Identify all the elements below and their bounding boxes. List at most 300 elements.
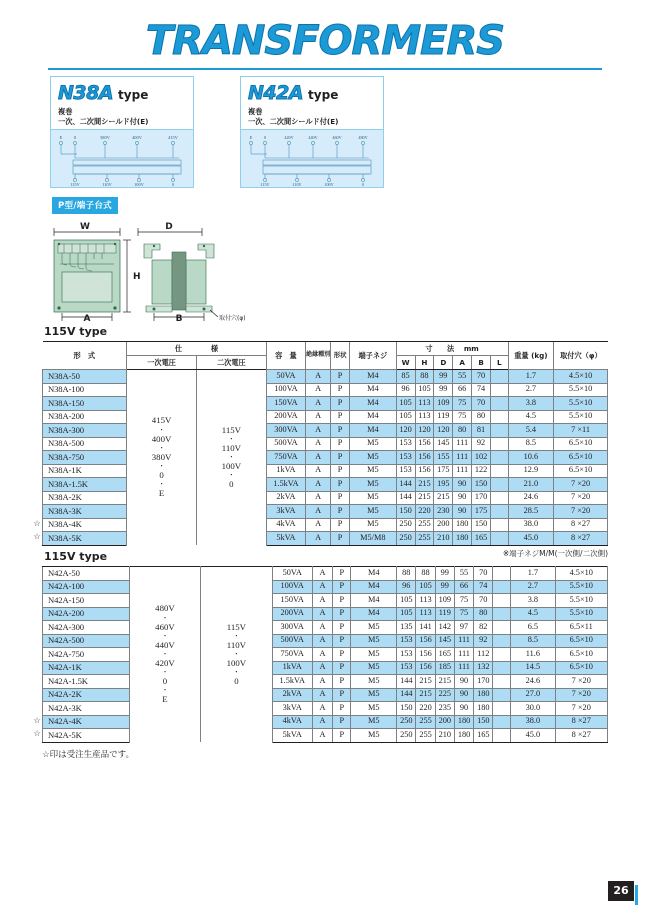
th-capacity: 容 量: [266, 342, 305, 370]
type-box-n42a: [240, 76, 384, 188]
cell-dim-a: 75: [454, 607, 473, 621]
model-name: N42A-300: [48, 621, 84, 632]
cell-dim-a: 66: [453, 383, 472, 397]
cell-dim-l: [493, 621, 511, 635]
cell-dim-h: 113: [416, 607, 435, 621]
cell-shape: P: [331, 532, 350, 546]
cell-weight: 12.9: [508, 464, 554, 478]
cell-model: [43, 580, 130, 594]
cell-dim-l: [491, 424, 509, 438]
cell-shape: P: [333, 580, 351, 594]
cell-insulation: A: [312, 594, 332, 608]
model-name: N38A-3K: [48, 505, 82, 516]
cell-weight: 14.5: [511, 661, 555, 675]
cell-dim-l: [493, 607, 511, 621]
model-name: N42A-1K: [48, 662, 82, 673]
made-to-order-star-icon: ☆: [33, 532, 41, 541]
svg-text:110V: 110V: [102, 182, 112, 187]
cell-dim-d: 119: [434, 410, 453, 424]
cell-dim-d: 200: [434, 518, 453, 532]
cell-mount-hole: 6.5×10: [555, 661, 607, 675]
svg-text:480V: 480V: [358, 135, 368, 140]
cell-dim-w: 150: [397, 702, 416, 716]
svg-text:B: B: [175, 314, 183, 323]
type-sub-shield: 一次、二次間シールド付(E): [58, 117, 149, 126]
cell-terminal-screw: M5: [350, 437, 397, 451]
type-word-label: type: [308, 88, 339, 102]
cell-dim-w: 105: [396, 410, 415, 424]
table-row: [43, 634, 608, 648]
cell-mount-hole: 6.5×11: [555, 621, 607, 635]
cell-dim-d: 109: [435, 594, 454, 608]
cell-shape: P: [331, 424, 350, 438]
th-weight: 重量 (kg): [508, 342, 554, 370]
cell-model: [43, 451, 127, 465]
cell-dim-a: 180: [454, 729, 473, 743]
model-name: N38A-300: [48, 424, 84, 435]
cell-primary-voltage: 480V ・ 460V ・ 440V ・ 420V ・ 0 ・ E: [129, 567, 200, 743]
svg-text:110V: 110V: [292, 182, 302, 187]
cell-dim-l: [491, 532, 509, 546]
cell-dim-w: 105: [396, 397, 415, 411]
svg-text:W: W: [80, 222, 90, 232]
svg-text:380V: 380V: [100, 135, 110, 140]
cell-terminal-screw: M5: [351, 702, 397, 716]
cell-dim-h: 156: [415, 451, 434, 465]
cell-dim-d: 99: [434, 370, 453, 384]
table-row: [43, 675, 608, 689]
drawing-type-badge: P型/端子台式: [52, 197, 118, 214]
svg-text:400V: 400V: [132, 135, 142, 140]
cell-model: [43, 397, 127, 411]
cell-dim-a: 180: [453, 518, 472, 532]
cell-dim-b: 180: [474, 702, 493, 716]
cell-dim-h: 105: [415, 383, 434, 397]
cell-weight: 28.5: [508, 505, 554, 519]
cell-mount-hole: 8 ×27: [554, 532, 608, 546]
cell-mount-hole: 8 ×27: [554, 518, 608, 532]
model-name: N42A-1.5K: [48, 675, 88, 686]
cell-dim-l: [491, 491, 509, 505]
cell-capacity: 50VA: [272, 567, 312, 581]
th-dim-d: D: [434, 356, 453, 370]
cell-capacity: 2kVA: [272, 688, 312, 702]
cell-insulation: A: [306, 518, 331, 532]
cell-dim-d: 99: [434, 383, 453, 397]
cell-dim-w: 120: [396, 424, 415, 438]
cell-dim-w: 105: [397, 594, 416, 608]
th-model: 形 式: [43, 342, 127, 370]
svg-text:E: E: [249, 135, 253, 140]
cell-terminal-screw: M5: [351, 648, 397, 662]
table-row: [43, 580, 608, 594]
cell-shape: P: [333, 594, 351, 608]
svg-text:100V: 100V: [324, 182, 334, 187]
cell-model: [43, 383, 127, 397]
cell-dim-w: 153: [397, 634, 416, 648]
svg-text:100V: 100V: [134, 182, 144, 187]
section-caption: 115V type: [44, 550, 108, 563]
svg-text:420V: 420V: [284, 135, 294, 140]
cell-shape: P: [333, 661, 351, 675]
cell-dim-h: 215: [416, 675, 435, 689]
cell-terminal-screw: M5: [350, 478, 397, 492]
cell-terminal-screw: M5: [351, 675, 397, 689]
cell-dim-b: 92: [474, 634, 493, 648]
th-shape: 形状: [331, 342, 350, 370]
cell-dim-l: [491, 397, 509, 411]
cell-dim-a: 75: [454, 594, 473, 608]
cell-shape: P: [331, 464, 350, 478]
cell-capacity: 500VA: [272, 634, 312, 648]
cell-insulation: A: [306, 397, 331, 411]
cell-dim-d: 230: [434, 505, 453, 519]
cell-terminal-screw: M5: [350, 491, 397, 505]
title-divider: [48, 68, 602, 70]
cell-dim-w: 150: [396, 505, 415, 519]
cell-dim-l: [491, 410, 509, 424]
cell-shape: P: [331, 491, 350, 505]
cell-mount-hole: 5.5×10: [555, 594, 607, 608]
cell-mount-hole: 7 ×20: [554, 505, 608, 519]
table-row: [43, 715, 608, 729]
cell-weight: 8.5: [508, 437, 554, 451]
cell-capacity: 150VA: [272, 594, 312, 608]
th-dim-w: W: [396, 356, 415, 370]
cell-mount-hole: 6.5×10: [554, 437, 608, 451]
cell-dim-a: 111: [454, 661, 473, 675]
cell-dim-l: [493, 634, 511, 648]
cell-terminal-screw: M4: [350, 383, 397, 397]
cell-dim-d: 175: [434, 464, 453, 478]
cell-model: [43, 424, 127, 438]
cell-dim-a: 97: [454, 621, 473, 635]
cell-dim-l: [493, 688, 511, 702]
cell-shape: P: [333, 567, 351, 581]
svg-text:115V: 115V: [260, 182, 270, 187]
cell-dim-a: 80: [453, 424, 472, 438]
cell-dim-b: 80: [474, 607, 493, 621]
cell-dim-w: 135: [397, 621, 416, 635]
cell-weight: 2.7: [508, 383, 554, 397]
model-name: N38A-5K: [48, 532, 82, 543]
cell-dim-d: 119: [435, 607, 454, 621]
cell-insulation: A: [306, 478, 331, 492]
model-name: N42A-3K: [48, 702, 82, 713]
svg-text:415V: 415V: [168, 135, 178, 140]
th-dim-b: B: [472, 356, 491, 370]
cell-capacity: 200VA: [266, 410, 305, 424]
cell-dim-h: 220: [416, 702, 435, 716]
cell-insulation: A: [306, 383, 331, 397]
model-name: N42A-2K: [48, 689, 82, 700]
cell-dim-b: 165: [474, 729, 493, 743]
cell-insulation: A: [306, 532, 331, 546]
model-name: N38A-50: [48, 370, 80, 381]
made-to-order-star-icon: ☆: [33, 518, 41, 528]
cell-terminal-screw: M5: [351, 715, 397, 729]
svg-text:0: 0: [263, 135, 267, 140]
cell-model: [43, 607, 130, 621]
cell-insulation: A: [306, 491, 331, 505]
table-header: [43, 342, 608, 370]
cell-weight: 11.6: [511, 648, 555, 662]
cell-dim-w: 96: [397, 580, 416, 594]
cell-terminal-screw: M5: [351, 621, 397, 635]
cell-dim-b: 70: [474, 594, 493, 608]
cell-shape: P: [331, 410, 350, 424]
cell-dim-d: 185: [435, 661, 454, 675]
cell-dim-b: 175: [472, 505, 491, 519]
cell-dim-w: 105: [397, 607, 416, 621]
cell-dim-h: 88: [416, 567, 435, 581]
cell-insulation: A: [306, 410, 331, 424]
cell-dim-l: [491, 518, 509, 532]
cell-secondary-voltage: 115V ・ 110V ・ 100V ・ 0: [201, 567, 272, 743]
model-name: N42A-750: [48, 648, 84, 659]
model-name: N42A-5K: [48, 729, 82, 740]
type-box-header: [51, 77, 193, 126]
cell-insulation: A: [312, 715, 332, 729]
cell-dim-a: 75: [453, 397, 472, 411]
cell-dim-a: 180: [453, 532, 472, 546]
cell-dim-w: 144: [396, 478, 415, 492]
cell-dim-h: 255: [416, 729, 435, 743]
cell-mount-hole: 7 ×20: [555, 702, 607, 716]
type-box-n38a: [50, 76, 194, 188]
cell-model: [33, 518, 127, 532]
cell-shape: P: [331, 437, 350, 451]
cell-weight: 3.8: [508, 397, 554, 411]
cell-dim-b: 82: [474, 621, 493, 635]
cell-dim-d: 210: [435, 729, 454, 743]
cell-dim-w: 250: [396, 532, 415, 546]
cell-shape: P: [333, 729, 351, 743]
cell-dim-b: 170: [472, 491, 491, 505]
cell-model: [43, 661, 130, 675]
cell-dim-d: 145: [435, 634, 454, 648]
cell-dim-b: 132: [474, 661, 493, 675]
cell-insulation: A: [312, 702, 332, 716]
cell-model: [43, 634, 130, 648]
cell-model: [43, 370, 127, 384]
cell-dim-d: 215: [435, 675, 454, 689]
cell-dim-b: 112: [474, 648, 493, 662]
cell-mount-hole: 6.5×10: [555, 634, 607, 648]
cell-dim-a: 180: [454, 715, 473, 729]
cell-model: [43, 688, 130, 702]
cell-insulation: A: [312, 675, 332, 689]
cell-dim-l: [493, 675, 511, 689]
cell-shape: P: [331, 518, 350, 532]
cell-dim-w: 153: [397, 661, 416, 675]
model-name: N42A-150: [48, 594, 84, 605]
cell-terminal-screw: M5: [350, 505, 397, 519]
cell-dim-h: 113: [416, 594, 435, 608]
cell-primary-voltage: 415V ・ 400V ・ 380V ・ 0 ・ E: [127, 370, 197, 546]
cell-dim-b: 74: [474, 580, 493, 594]
cell-weight: 38.0: [511, 715, 555, 729]
cell-dim-h: 255: [416, 715, 435, 729]
cell-dim-d: 109: [434, 397, 453, 411]
cell-model: [43, 675, 130, 689]
cell-shape: P: [331, 397, 350, 411]
svg-text:取付穴(φ): 取付穴(φ): [219, 315, 246, 322]
cell-shape: P: [331, 505, 350, 519]
svg-text:H: H: [133, 272, 141, 282]
cell-dim-l: [491, 478, 509, 492]
cell-capacity: 1.5kVA: [266, 478, 305, 492]
cell-dim-h: 255: [415, 532, 434, 546]
model-name: N42A-500: [48, 635, 84, 646]
cell-dim-l: [491, 505, 509, 519]
cell-dim-h: 255: [415, 518, 434, 532]
cell-dim-b: 150: [472, 478, 491, 492]
cell-dim-h: 156: [416, 634, 435, 648]
cell-dim-l: [491, 464, 509, 478]
cell-dim-h: 156: [416, 648, 435, 662]
table-body-n42a: [33, 567, 608, 743]
cell-dim-a: 111: [454, 648, 473, 662]
svg-text:0: 0: [73, 135, 77, 140]
model-name: N38A-2K: [48, 492, 82, 503]
cell-capacity: 1.5kVA: [272, 675, 312, 689]
cell-dim-h: 215: [415, 491, 434, 505]
cell-dim-a: 90: [453, 505, 472, 519]
cell-insulation: A: [312, 607, 332, 621]
table-row: [43, 688, 608, 702]
table-row: [43, 370, 608, 384]
table-row: [43, 702, 608, 716]
cell-dim-b: 102: [472, 451, 491, 465]
cell-insulation: A: [306, 505, 331, 519]
cell-dim-w: 250: [396, 518, 415, 532]
model-name: N42A-4K: [48, 716, 82, 727]
svg-text:460V: 460V: [332, 135, 342, 140]
model-name: N42A-100: [48, 581, 84, 592]
th-dim-l: L: [491, 356, 509, 370]
model-name: N38A-150: [48, 397, 84, 408]
type-sub-shield: 一次、二次間シールド付(E): [248, 117, 339, 126]
cell-dim-h: 215: [415, 478, 434, 492]
cell-dim-l: [491, 437, 509, 451]
cell-model: [43, 567, 130, 581]
cell-dim-l: [493, 702, 511, 716]
cell-dim-a: 90: [454, 688, 473, 702]
cell-terminal-screw: M5: [350, 518, 397, 532]
cell-weight: 45.0: [508, 532, 554, 546]
cell-dim-d: 99: [435, 567, 454, 581]
model-name: N42A-50: [48, 567, 80, 578]
cell-insulation: A: [312, 621, 332, 635]
cell-capacity: 5kVA: [266, 532, 305, 546]
cell-dim-a: 90: [453, 491, 472, 505]
type-sub-winding: 複巻: [248, 107, 263, 116]
table-row: [43, 567, 608, 581]
cell-dim-d: 99: [435, 580, 454, 594]
circuit-diagram-n38a: [51, 129, 193, 187]
cell-dim-w: 250: [397, 729, 416, 743]
cell-capacity: 3kVA: [266, 505, 305, 519]
cell-shape: P: [333, 648, 351, 662]
model-name: N38A-4K: [48, 519, 82, 530]
cell-insulation: A: [312, 634, 332, 648]
cell-dim-w: 88: [397, 567, 416, 581]
th-secondary-voltage: 二次電圧: [196, 356, 266, 370]
cell-dim-l: [493, 661, 511, 675]
cell-dim-l: [493, 729, 511, 743]
cell-dim-d: 215: [434, 491, 453, 505]
th-dim-h: H: [415, 356, 434, 370]
cell-dim-d: 155: [434, 451, 453, 465]
cell-insulation: A: [312, 567, 332, 581]
cell-dim-h: 120: [415, 424, 434, 438]
cell-dim-a: 55: [454, 567, 473, 581]
cell-shape: P: [331, 451, 350, 465]
cell-dim-b: 170: [474, 675, 493, 689]
cell-model: [43, 702, 130, 716]
cell-dim-a: 111: [453, 464, 472, 478]
cell-insulation: A: [312, 661, 332, 675]
cell-model: [43, 491, 127, 505]
cell-model: [43, 464, 127, 478]
cell-mount-hole: 6.5×10: [554, 464, 608, 478]
cell-dim-w: 153: [396, 437, 415, 451]
cell-dim-h: 156: [415, 464, 434, 478]
cell-mount-hole: 5.5×10: [554, 410, 608, 424]
cell-dim-d: 225: [435, 688, 454, 702]
cell-dim-b: 150: [474, 715, 493, 729]
table-row: [43, 594, 608, 608]
th-primary-voltage: 一次電圧: [127, 356, 197, 370]
cell-capacity: 5kVA: [272, 729, 312, 743]
cell-model: [33, 729, 130, 743]
cell-weight: 2.7: [511, 580, 555, 594]
spec-section-n38a: [33, 325, 608, 559]
cell-dim-b: 70: [472, 370, 491, 384]
table-note: ※端子ネジM/M(一次側/二次側): [502, 548, 608, 558]
cell-terminal-screw: M5: [350, 451, 397, 465]
th-terminal-screw: 端子ネジ: [350, 342, 397, 370]
cell-insulation: A: [306, 424, 331, 438]
cell-dim-a: 90: [454, 702, 473, 716]
cell-capacity: 2kVA: [266, 491, 305, 505]
cell-capacity: 300VA: [272, 621, 312, 635]
cell-dim-l: [491, 451, 509, 465]
cell-dim-d: 142: [435, 621, 454, 635]
model-name: N38A-1K: [48, 465, 82, 476]
cell-weight: 27.0: [511, 688, 555, 702]
page-title: TRANSFORMERS: [145, 18, 505, 64]
cell-weight: 30.0: [511, 702, 555, 716]
cell-shape: P: [333, 607, 351, 621]
cell-dim-l: [491, 370, 509, 384]
spec-table-n38a: [33, 341, 608, 546]
svg-text:D: D: [165, 222, 173, 232]
cell-terminal-screw: M5: [351, 688, 397, 702]
cell-dim-b: 122: [472, 464, 491, 478]
cell-dim-w: 96: [396, 383, 415, 397]
cell-weight: 24.6: [508, 491, 554, 505]
cell-capacity: 750VA: [272, 648, 312, 662]
cell-dim-h: 113: [415, 410, 434, 424]
th-mount-hole: 取付穴（φ）: [554, 342, 608, 370]
cell-weight: 38.0: [508, 518, 554, 532]
cell-dim-a: 75: [453, 410, 472, 424]
cell-dim-w: 153: [396, 451, 415, 465]
cell-dim-d: 145: [434, 437, 453, 451]
cell-terminal-screw: M4: [351, 567, 397, 581]
